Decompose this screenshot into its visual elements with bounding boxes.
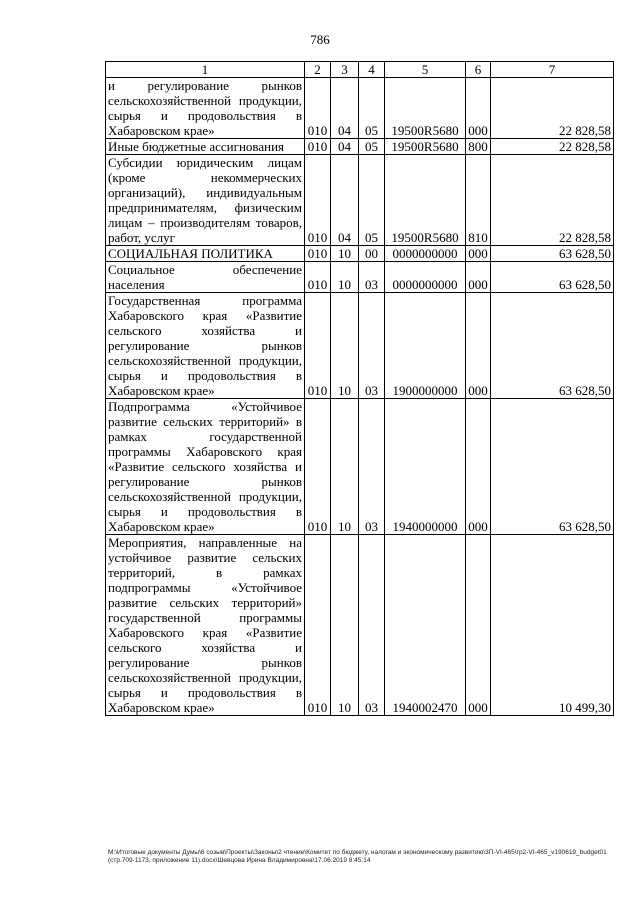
- table-header-row: [106, 62, 614, 78]
- cell-subsection: 05: [359, 155, 385, 246]
- column-header: 1: [106, 62, 305, 78]
- cell-section: 10: [331, 262, 359, 293]
- table-row: [106, 246, 614, 262]
- column-header: 3: [331, 62, 359, 78]
- cell-target-article: 1940002470: [385, 535, 466, 716]
- cell-target-article: 0000000000: [385, 246, 466, 262]
- cell-section: 10: [331, 535, 359, 716]
- row-name: Иные бюджетные ассигнования: [106, 139, 305, 155]
- column-header: 4: [359, 62, 385, 78]
- cell-amount: 63 628,50: [491, 293, 614, 399]
- row-name: Подпрограмма «Устойчивое развитие сельских территорий» в рамках государственной программы Хабаровского края «Развитие сельского хозяйства и регулирование рынков сельскохозяйственной продукции, сырья и продовольствия в Хабаровском крае»: [106, 399, 305, 535]
- cell-section: 10: [331, 246, 359, 262]
- table-row: [106, 139, 614, 155]
- cell-section: 04: [331, 155, 359, 246]
- column-header: 7: [491, 62, 614, 78]
- cell-amount: 63 628,50: [491, 399, 614, 535]
- row-name: Социальное обеспечение населения: [106, 262, 305, 293]
- table-row: [106, 293, 614, 399]
- table-row: [106, 535, 614, 716]
- cell-target-article: 19500R5680: [385, 139, 466, 155]
- cell-target-article: 19500R5680: [385, 155, 466, 246]
- table-row: [106, 262, 614, 293]
- cell-section: 04: [331, 139, 359, 155]
- cell-subsection: 03: [359, 262, 385, 293]
- cell-amount: 22 828,58: [491, 139, 614, 155]
- table-row: [106, 399, 614, 535]
- cell-amount: 10 499,30: [491, 535, 614, 716]
- row-name: Субсидии юридическим лицам (кроме некоммерческих организаций), индивидуальным предпринимателям, физическим лицам – производителям товаров, работ, услуг: [106, 155, 305, 246]
- cell-expense-type: 000: [466, 246, 491, 262]
- cell-amount: 63 628,50: [491, 246, 614, 262]
- cell-expense-type: 810: [466, 155, 491, 246]
- column-header: 6: [466, 62, 491, 78]
- cell-code: 010: [305, 155, 331, 246]
- cell-amount: 22 828,58: [491, 155, 614, 246]
- cell-subsection: 05: [359, 139, 385, 155]
- cell-subsection: 03: [359, 535, 385, 716]
- row-name: Мероприятия, направленные на устойчивое развитие сельских территорий, в рамках подпрограммы «Устойчивое развитие сельских территорий» государственной программы Хабаровского края «Развитие сельского хозяйства и регулирование рынков сельскохозяйственной продукции, сырья и продовольствия в Хабаровском крае»: [106, 535, 305, 716]
- budget-table: [105, 61, 614, 716]
- cell-subsection: 00: [359, 246, 385, 262]
- cell-subsection: 05: [359, 78, 385, 139]
- cell-amount: 22 828,58: [491, 78, 614, 139]
- cell-subsection: 03: [359, 399, 385, 535]
- table-row: [106, 78, 614, 139]
- cell-subsection: 03: [359, 293, 385, 399]
- cell-section: 10: [331, 293, 359, 399]
- column-header: 5: [385, 62, 466, 78]
- cell-expense-type: 800: [466, 139, 491, 155]
- cell-expense-type: 000: [466, 262, 491, 293]
- cell-code: 010: [305, 399, 331, 535]
- cell-amount: 63 628,50: [491, 262, 614, 293]
- cell-code: 010: [305, 78, 331, 139]
- cell-target-article: 1940000000: [385, 399, 466, 535]
- cell-code: 010: [305, 262, 331, 293]
- row-name: и регулирование рынков сельскохозяйственной продукции, сырья и продовольствия в Хабаровском крае»: [106, 78, 305, 139]
- cell-target-article: 19500R5680: [385, 78, 466, 139]
- cell-code: 010: [305, 246, 331, 262]
- cell-expense-type: 000: [466, 399, 491, 535]
- page-number: 786: [310, 32, 330, 47]
- table-row: [106, 155, 614, 246]
- column-header: 2: [305, 62, 331, 78]
- cell-expense-type: 000: [466, 293, 491, 399]
- cell-section: 04: [331, 78, 359, 139]
- document-path-footer: M:\Итоговые документы Думы\6 созыв\Проекты\Законы\2 чтение\Комитет по бюджету, налогам и экономическому развитию\3П-VI-465\гр2-VI-465_v190619_budget01 (стр.709-1173, приложение 11).docx\Шевцова Ирина Владимировна\17.06.2019 8:45:14: [108, 849, 607, 864]
- row-name: Государственная программа Хабаровского края «Развитие сельского хозяйства и регулирование рынков сельскохозяйственной продукции, сырья и продовольствия в Хабаровском крае»: [106, 293, 305, 399]
- cell-code: 010: [305, 293, 331, 399]
- cell-code: 010: [305, 139, 331, 155]
- cell-code: 010: [305, 535, 331, 716]
- row-name: СОЦИАЛЬНАЯ ПОЛИТИКА: [106, 246, 305, 262]
- cell-expense-type: 000: [466, 535, 491, 716]
- cell-target-article: 0000000000: [385, 262, 466, 293]
- cell-expense-type: 000: [466, 78, 491, 139]
- cell-section: 10: [331, 399, 359, 535]
- cell-target-article: 1900000000: [385, 293, 466, 399]
